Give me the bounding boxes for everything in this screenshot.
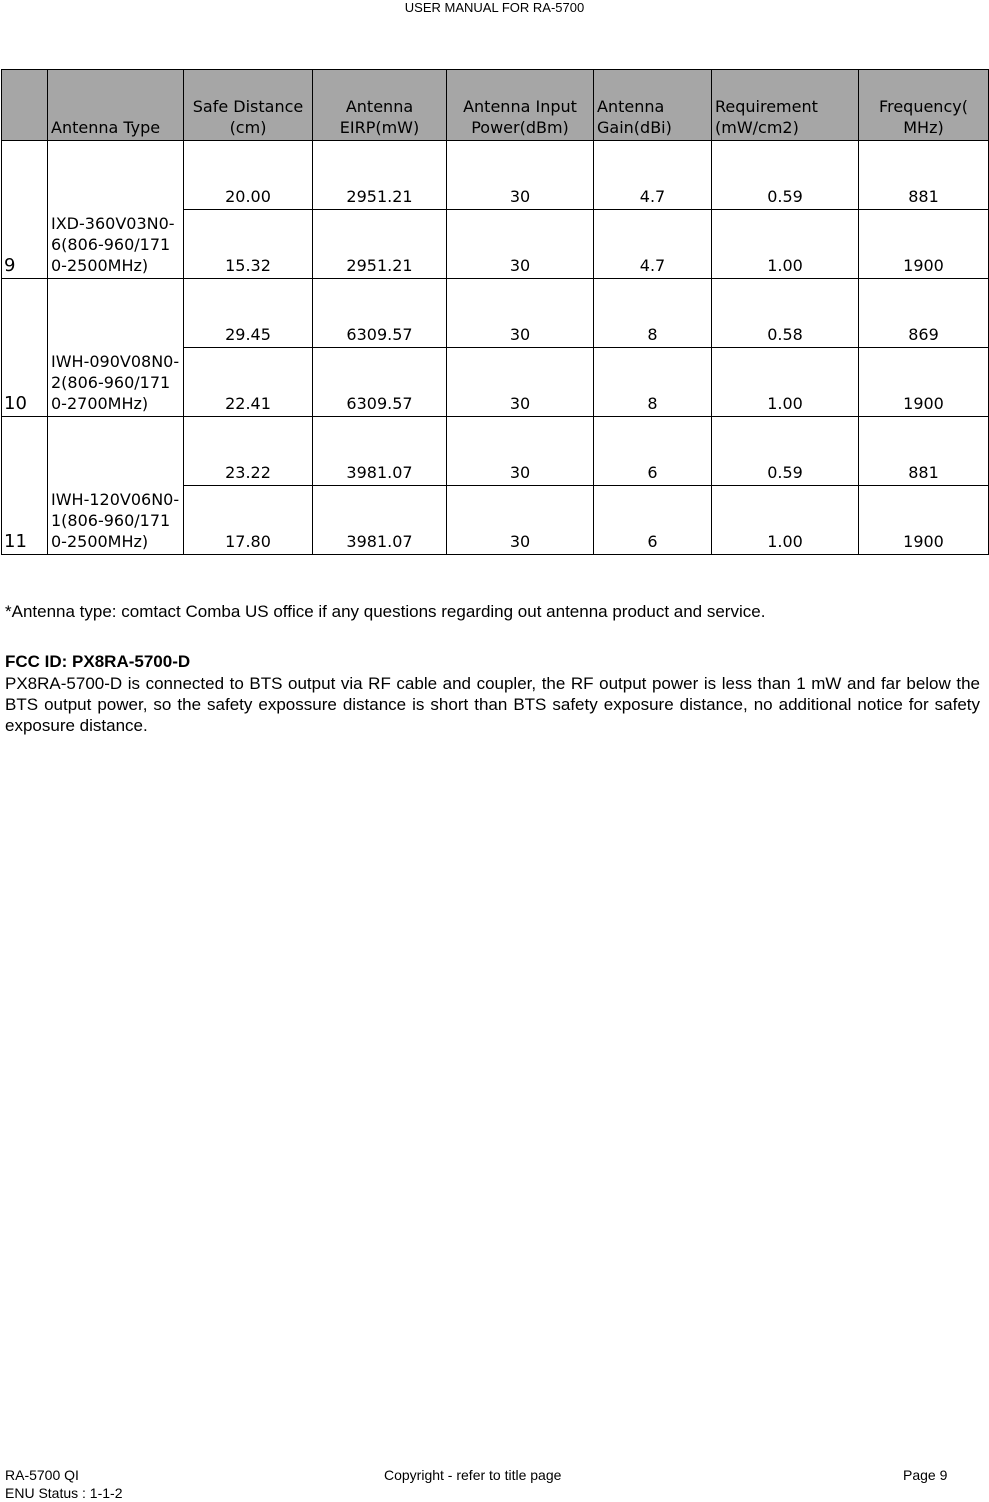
antenna-type-cell: IXD-360V03N0-6(806-960/1710-2500MHz) — [48, 141, 184, 279]
header-cell-eirp: Antenna EIRP(mW) — [313, 70, 447, 141]
table-header-row — [2, 70, 989, 141]
table-row — [2, 279, 989, 348]
header-cell-requirement: Requirement (mW/cm2) — [712, 70, 859, 141]
table-row — [2, 141, 989, 210]
frequency-cell: 1900 — [859, 210, 989, 279]
input-power-cell: 30 — [447, 486, 594, 555]
antenna-type-cell: IWH-090V08N0-2(806-960/1710-2700MHz) — [48, 279, 184, 417]
page-header: USER MANUAL FOR RA-5700 — [404, 0, 585, 15]
frequency-cell: 881 — [859, 417, 989, 486]
footer-status: ENU Status : 1-1-2 — [5, 1485, 123, 1501]
requirement-cell: 1.00 — [712, 348, 859, 417]
header-cell-index — [2, 70, 48, 141]
input-power-cell: 30 — [447, 210, 594, 279]
footer-page-number: Page 9 — [903, 1467, 948, 1483]
exposure-paragraph: PX8RA-5700-D is connected to BTS output via RF cable and coupler, the RF output power is less than 1 mW and far below the BTS output power, so the safety expossure distance is short than BTS safety exposure distance, no additional notice for safety exposure distance. — [5, 674, 980, 735]
row-index-cell: 10 — [2, 279, 48, 417]
row-index-cell: 9 — [2, 141, 48, 279]
antenna-spec-table — [1, 69, 989, 555]
requirement-cell: 0.58 — [712, 279, 859, 348]
input-power-cell: 30 — [447, 348, 594, 417]
antenna-type-cell: IWH-120V06N0-1(806-960/1710-2500MHz) — [48, 417, 184, 555]
gain-cell: 6 — [594, 417, 712, 486]
eirp-cell: 3981.07 — [313, 417, 447, 486]
eirp-cell: 3981.07 — [313, 486, 447, 555]
frequency-cell: 1900 — [859, 348, 989, 417]
input-power-cell: 30 — [447, 417, 594, 486]
requirement-cell: 0.59 — [712, 417, 859, 486]
antenna-note: *Antenna type: comtact Comba US office if any questions regarding out antenna product and service. — [5, 602, 766, 621]
frequency-cell: 869 — [859, 279, 989, 348]
gain-cell: 8 — [594, 348, 712, 417]
footer-doc-id: RA-5700 QI — [5, 1467, 79, 1483]
requirement-cell: 1.00 — [712, 210, 859, 279]
safe-distance-cell: 22.41 — [184, 348, 313, 417]
row-index-cell: 11 — [2, 417, 48, 555]
frequency-cell: 881 — [859, 141, 989, 210]
eirp-cell: 2951.21 — [313, 210, 447, 279]
input-power-cell: 30 — [447, 141, 594, 210]
gain-cell: 8 — [594, 279, 712, 348]
gain-cell: 4.7 — [594, 210, 712, 279]
fcc-id: FCC ID: PX8RA-5700-D — [5, 652, 191, 671]
gain-cell: 6 — [594, 486, 712, 555]
header-cell-input-power: Antenna Input Power(dBm) — [447, 70, 594, 141]
header-cell-safe-distance: Safe Distance (cm) — [184, 70, 313, 141]
safe-distance-cell: 20.00 — [184, 141, 313, 210]
requirement-cell: 0.59 — [712, 141, 859, 210]
header-cell-antenna-type: Antenna Type — [48, 70, 184, 141]
safe-distance-cell: 23.22 — [184, 417, 313, 486]
frequency-cell: 1900 — [859, 486, 989, 555]
footer-copyright: Copyright - refer to title page — [384, 1467, 562, 1483]
header-cell-frequency: Frequency( MHz) — [859, 70, 989, 141]
eirp-cell: 2951.21 — [313, 141, 447, 210]
safe-distance-cell: 15.32 — [184, 210, 313, 279]
header-cell-gain: Antenna Gain(dBi) — [594, 70, 712, 141]
input-power-cell: 30 — [447, 279, 594, 348]
table-row — [2, 417, 989, 486]
requirement-cell: 1.00 — [712, 486, 859, 555]
safe-distance-cell: 29.45 — [184, 279, 313, 348]
eirp-cell: 6309.57 — [313, 348, 447, 417]
eirp-cell: 6309.57 — [313, 279, 447, 348]
gain-cell: 4.7 — [594, 141, 712, 210]
safe-distance-cell: 17.80 — [184, 486, 313, 555]
